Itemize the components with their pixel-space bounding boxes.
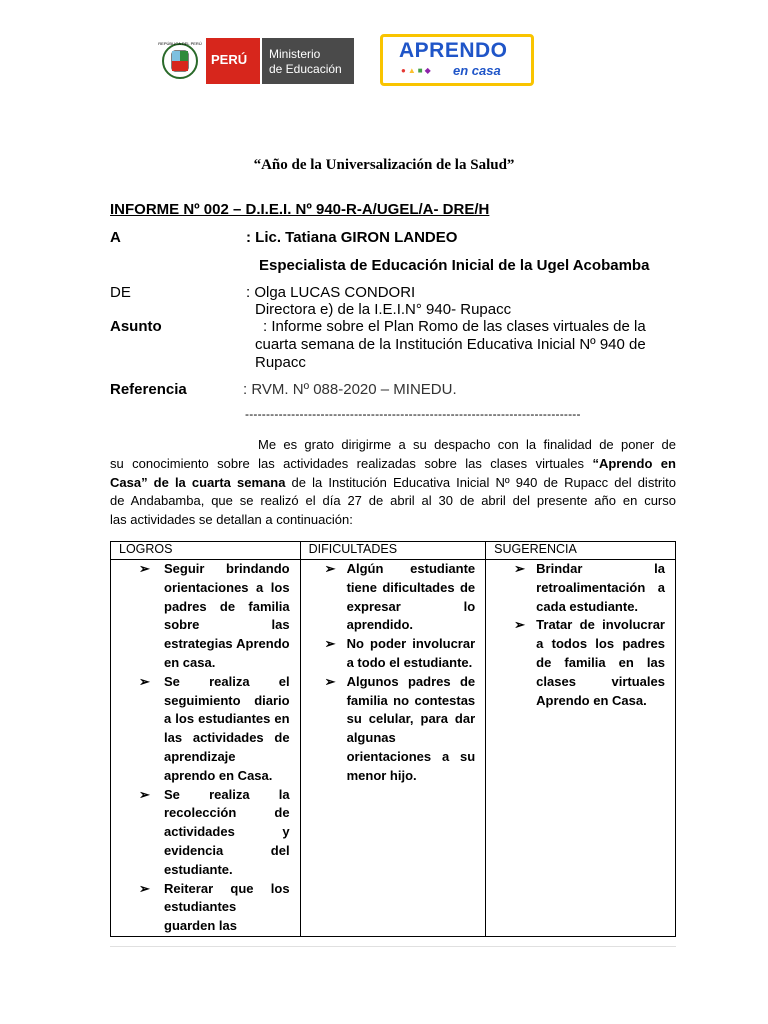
arrow-bullet-icon: ➢: [514, 617, 526, 633]
dificultades-text: Algún estudiante tiene dificultades de expresar lo aprendido.: [346, 561, 476, 633]
list-item: [486, 616, 675, 710]
arrow-bullet-icon: ➢: [514, 561, 526, 576]
activities-table: [110, 541, 676, 937]
list-item: [111, 786, 300, 880]
shapes-icon: ●▲■◆: [401, 66, 433, 75]
arrow-bullet-icon: ➢: [324, 561, 336, 576]
ministry-line2: de Educación: [269, 62, 342, 76]
from-value: : Olga LUCAS CONDORI: [246, 284, 416, 301]
body-line1: Me es grato dirigirme a su despacho con la finalidad de poner de: [258, 437, 676, 452]
table-header-row: [111, 542, 676, 560]
header-logros: LOGROS: [111, 542, 301, 560]
list-item: [111, 560, 300, 673]
page-bottom-divider: [110, 946, 676, 947]
logros-text: Seguir brindando orientaciones a los padres de familia sobre las estrategias Aprendo en casa.: [164, 561, 290, 670]
year-title: “Año de la Universalización de la Salud”: [253, 157, 515, 173]
body-line5: las actividades se detallan a continuación:: [110, 512, 353, 528]
dificultades-list: [301, 560, 486, 786]
header-dificultades: DIFICULTADES: [300, 542, 486, 560]
list-item: [301, 635, 486, 673]
arrow-bullet-icon: ➢: [324, 636, 336, 652]
subject-line2: cuarta semana de la Institución Educativa Inicial Nº 940 de: [255, 336, 646, 353]
body-line3: [110, 474, 676, 493]
dificultades-text: No poder involucrar a todo el estudiante.: [346, 636, 476, 670]
sugerencia-text: Tratar de involucrar a todos los padres de familia en las clases virtuales Aprendo en Casa.: [536, 617, 665, 708]
subject-line3: Rupacc: [255, 354, 306, 371]
list-item: [301, 560, 486, 635]
aprendo-en-casa-logo: [380, 34, 534, 86]
peru-red-block: [206, 38, 260, 84]
from-label: DE: [110, 284, 131, 301]
reference-label: Referencia: [110, 381, 187, 398]
arrow-bullet-icon: ➢: [139, 786, 150, 802]
from-role: Directora e) de la I.E.I.N° 940- Rupacc: [255, 301, 512, 318]
logros-list: [111, 560, 300, 936]
ministry-line1: Ministerio: [269, 47, 321, 61]
body-line3b: de la Institución Educativa Inicial Nº 940 de Rupacc del distrito: [291, 474, 676, 490]
subject-line1: : Informe sobre el Plan Romo de las clases virtuales de la: [263, 318, 646, 335]
peru-ministry-logo: [158, 37, 354, 85]
list-item: [111, 880, 300, 936]
sugerencia-cell: [486, 560, 676, 937]
dificultades-cell: [300, 560, 486, 937]
to-role: Especialista de Educación Inicial de la Ugel Acobamba: [259, 257, 650, 274]
to-value: : Lic. Tatiana GIRON LANDEO: [246, 229, 458, 246]
arrow-bullet-icon: ➢: [139, 880, 150, 896]
sugerencia-list: [486, 560, 675, 710]
to-label: A: [110, 229, 121, 246]
aprendo-line1: APRENDO: [399, 39, 508, 62]
header-sugerencia: SUGERENCIA: [486, 542, 676, 560]
arrow-bullet-icon: ➢: [139, 561, 150, 576]
aprendo-line2: en casa: [453, 63, 501, 78]
body-line2: [110, 455, 676, 474]
list-item: [111, 673, 300, 786]
reference-value: : RVM. Nº 088-2020 – MINEDU.: [243, 381, 457, 398]
body-line2a: su conocimiento sobre las actividades realizadas sobre las clases virtuales: [110, 455, 584, 471]
dificultades-text: Algunos padres de familia no contestas su celular, para dar algunas orientaciones a su menor hijo.: [346, 673, 476, 783]
logros-cell: [111, 560, 301, 937]
body-paragraph: [110, 436, 676, 530]
peru-text: PERÚ: [211, 52, 248, 67]
logros-text: Se realiza el seguimiento diario a los estudiantes en las actividades de aprendizaje aprendo en Casa.: [164, 673, 290, 783]
sugerencia-text: Brindar la retroalimentación a cada estudiante.: [536, 561, 665, 614]
body-line3a: Casa” de la cuarta semana: [110, 474, 286, 490]
report-title: INFORME Nº 002 – D.I.E.I. Nº 940-R-A/UGEL/A- DRE/H: [110, 201, 490, 218]
arrow-bullet-icon: ➢: [139, 673, 150, 689]
svg-text:REPÚBLICA DEL PERÚ: REPÚBLICA DEL PERÚ: [158, 41, 202, 46]
logros-text: Reiterar que los estudiantes guarden las: [164, 880, 290, 934]
ministry-block: [262, 38, 354, 84]
body-line4: de Andabamba, que se realizó el día 27 de abril al 30 de abril del presente año en curso: [110, 493, 676, 509]
body-line2b: “Aprendo en: [592, 455, 676, 471]
list-item: [486, 560, 675, 616]
logros-text: Se realiza la recolección de actividades y evidencia del estudiante.: [164, 786, 290, 877]
subject-label: Asunto: [110, 318, 162, 335]
table-row: [111, 560, 676, 937]
separator-dashes: --------------------------------------------------------------------------------: [245, 407, 581, 421]
arrow-bullet-icon: ➢: [324, 673, 336, 689]
list-item: [301, 673, 486, 786]
